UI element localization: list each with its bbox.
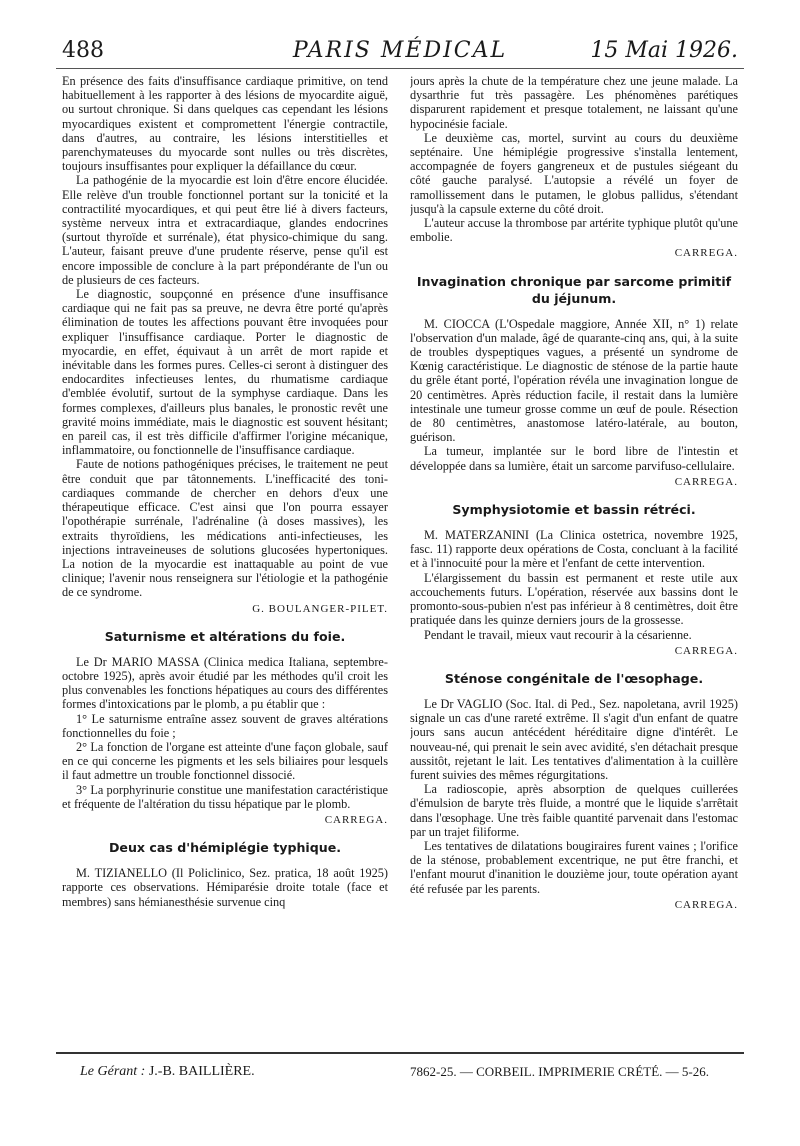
list-item: 3° La porphyrinurie constitue une manifestation caractéristique et fréquente de l'altération du tissu hépatique par le plomb. <box>62 782 388 811</box>
article-paragraph: Le Dr MARIO MASSA (Clinica medica Italiana, septembre-octobre 1925), après avoir étudié par les méthodes qu'il croit les plus convenables les fonctions hépatiques au cours des différentes formes d'intoxications par le plomb, a pu établir que : <box>62 654 388 712</box>
article-paragraph: M. CIOCCA (L'Ospedale maggiore, Année XII, n° 1) relate l'observation d'un malade, âgé de quarante-cinq ans, qui, à la suite de troubles dyspeptiques vagues, a présenté un syndrome de Kœnig caractéristique. Le diagnostic de sténose de la partie haute du grêle étant porté, l'opération révéla une invagination longue de 20 centimètres. Après réduction facile, il restait dans la lumière intestinale une tumeur grosse comme un œuf de poule. Résection de 80 centimètres, anastomose latéro-latérale, au bouton, guérison. <box>410 316 738 445</box>
right-column <box>410 74 738 1042</box>
list-item: 2° La fonction de l'organe est atteinte d'une façon globale, sauf en ce qui concerne les pigments et les sels biliaires pour lesquels il faut admettre un trouble fonctionnel dissocié. <box>62 739 388 783</box>
section-title-symphysiotomie: Symphysiotomie et bassin rétréci. <box>452 502 696 518</box>
printer-imprint: 7862-25. — CORBEIL. IMPRIMERIE CRÉTÉ. — 5-26. <box>410 1064 709 1079</box>
author-signature: CARREGA. <box>674 247 738 260</box>
article-paragraph: Les tentatives de dilatations bougiraires furent vaines ; l'orifice de la sténose, probablement excentrique, ne put être franchi, et l'enfant mourut d'inanition le douzième jour, toute opération ayant été refusée par les parents. <box>410 838 738 896</box>
page-footer <box>80 1064 738 1084</box>
article-paragraph: Faute de notions pathogéniques précises, le traitement ne peut être conduit que par tâtonnements. L'inefficacité des toni-cardiaques commande de chercher en dehors d'eux une thérapeutique efficace. C'est ainsi que l'on pourra essayer l'opothérapie surrénale, l'adrénaline (à doses massives), les extraits thyroïdiens, les médications anti-infectieuses, les injections intraveineuses de solutions glucosées hypertoniques. La notion de la myocardie est inattaquable au point de vue clinique; l'avenir nous renseignera sur l'étiologie et la pathogénie de ce syndrome. <box>62 457 388 600</box>
left-column <box>62 74 388 1042</box>
gerant-line <box>80 1064 255 1080</box>
article-paragraph: L'auteur accuse la thrombose par artérite typhique plutôt qu'une embolie. <box>410 216 738 245</box>
issue-date: 15 Mai 1926. <box>590 38 738 63</box>
journal-title: PARIS MÉDICAL <box>292 38 508 63</box>
article-paragraph: Le diagnostic, soupçonné en présence d'une insuffisance cardiaque qui ne fait pas sa preuve, ne devra être porté qu'après élimination de toutes les affections pouvant être invoquées pour expliquer l'insuffisance cardiaque. Porter le diagnostic de myocardie, en effet, équivaut à un arrêt de mort rapide et inévitable dans les formes pures. Celles-ci seront à distinguer des endocardites infectieuses lentes, du rhumatisme cardiaque d'emblée évolutif, surtout de la symphyse cardiaque. Dans les formes complexes, d'ailleurs plus banales, le pronostic revêt une gravité moins immédiate, mais le diagnostic est souvent hésitant; en pareil cas, il est très difficile d'affirmer l'origine mécanique, inflammatoire, ou fonctionnelle de l'insuffisance cardiaque. <box>62 287 388 458</box>
section-title-stenose: Sténose congénitale de l'œsophage. <box>444 670 704 686</box>
article-paragraph: M. MATERZANINI (La Clinica ostetrica, novembre 1925, fasc. 11) rapporte deux opérations de Costa, concluant à la facilité et à l'innocuité pour la mère et l'enfant de cette intervention. <box>410 528 738 571</box>
author-signature: CARREGA. <box>674 475 738 488</box>
article-paragraph: jours après la chute de la température chez une jeune malade. La dysarthrie fut très passagère. Les phénomènes parétiques disparurent rapidement et presque totalement, ne laissant qu'une hypocinésie faciale. <box>410 74 738 131</box>
section-title-saturnisme: Saturnisme et altérations du foie. <box>104 628 346 644</box>
article-paragraph: La radioscopie, après absorption de quelques cuillerées d'émulsion de baryte très fluide, a montré que le liquide s'arrêtait dans l'œsophage. Une très faible quantité parvenait dans l'estomac par un trajet filiforme. <box>410 782 738 839</box>
running-header <box>62 38 738 68</box>
section-title-hemiplegie: Deux cas d'hémiplégie typhique. <box>108 840 342 856</box>
header-rule <box>56 68 744 69</box>
author-signature: CARREGA. <box>674 644 738 657</box>
article-paragraph: Le Dr VAGLIO (Soc. Ital. di Ped., Sez. napoletana, avril 1925) signale un cas d'une rareté extrême. Il s'agit d'un enfant de quatre jours sans aucun antécédent héréditaire digne d'intérêt. Le nouveau-né, qui prenait le sein avec avidité, s'en détachait presque aussitôt, rejetant le lait. Les tentatives d'alimentation à la cuillère furent suivies des mêmes régurgitations. <box>410 696 738 782</box>
article-paragraph: La pathogénie de la myocardie est loin d'être encore élucidée. Elle relève d'un trouble fonctionnel portant sur la tonicité et la contractilité myocardiques, et qui peut être lié à divers facteurs, système nerveux intra et extracardiaque, glandes endocrines (surtout thyroïde et surrénale), état physico-chimique du sang. L'auteur, faisant preuve d'une prudente réserve, pense qu'il est encore impossible de conclure à la part prépondérante de l'un ou de plusieurs de ces facteurs. <box>62 173 388 287</box>
list-item: 1° Le saturnisme entraîne assez souvent de graves altérations fonctionnelles du foie ; <box>62 711 388 740</box>
section-title-invagination: Invagination chronique par sarcome primitif du jéjunum. <box>416 273 732 306</box>
article-paragraph: Pendant le travail, mieux vaut recourir à la césarienne. <box>424 627 692 642</box>
author-signature: CARREGA. <box>674 898 738 911</box>
author-signature: CARREGA. <box>324 813 388 826</box>
page-number: 488 <box>62 38 104 63</box>
article-paragraph: Le deuxième cas, mortel, survint au cours du deuxième septénaire. Une hémiplégie progressive s'installa lentement, accompagnée de foyers gangreneux et de pustules siégeant du côté gauche paralysé. L'autopsie a révélé un foyer de ramollissement dans le putamen, le globus pallidus, s'étendant jusqu'à la capsule externe du côté droit. <box>410 130 738 216</box>
article-paragraph: En présence des faits d'insuffisance cardiaque primitive, on tend habituellement à les rapporter à des lésions de myocardite aiguë, ou surtout chronique. Si dans quelques cas cependant les lésions myocardiques existent et compromettent l'énergie contractile, dans d'autres, au contraire, les lésions interstitielles et parenchymateuses du myocarde sont nulles ou très discrètes, toujours insuffisantes pour expliquer la défaillance du cœur. <box>62 74 388 174</box>
gerant-name: J.-B. BAILLIÈRE. <box>148 1064 255 1079</box>
gerant-label: Le Gérant : <box>80 1064 146 1079</box>
article-paragraph: La tumeur, implantée sur le bord libre de l'intestin et développée dans sa lumière, était un sarcome parvifuso-cellulaire. <box>410 444 738 473</box>
article-paragraph: L'élargissement du bassin est permanent et reste utile aux accouchements futurs. L'opération, réservée aux bassins dont le promonto-sous-pubien n'est pas inférieur à 8 centimètres, doit être pratiquée dans les quinze derniers jours de la grossesse. <box>410 570 738 628</box>
article-paragraph: M. TIZIANELLO (Il Policlinico, Sez. pratica, 18 août 1925) rapporte ces observations. Hémiparésie droite totale (face et membres) sans hémianesthésie survenue cinq <box>62 866 388 909</box>
author-signature: G. BOULANGER-PILET. <box>252 602 388 615</box>
footer-rule <box>56 1052 744 1054</box>
